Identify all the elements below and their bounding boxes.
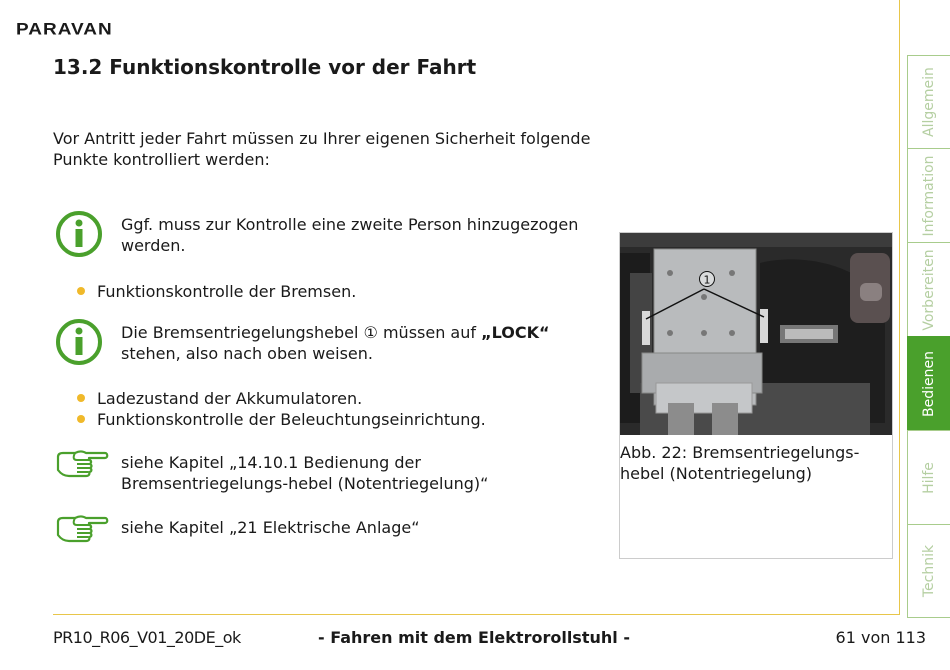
brand-logo: PARAVAN	[16, 21, 113, 39]
bullet-dot	[77, 394, 85, 402]
figure-box	[619, 232, 893, 559]
margin-rule	[899, 0, 900, 614]
reference-brake-release: siehe Kapitel „14.10.1 Bedienung der Bremsentriegelungs-hebel (Notentriegelung)“	[121, 453, 489, 493]
figure-caption: Abb. 22: Bremsentriegelungs-hebel (Notentriegelung)	[620, 443, 860, 483]
list-item: Funktionskontrolle der Bremsen.	[77, 281, 356, 302]
info-icon	[55, 210, 103, 258]
chapter-tabs	[907, 55, 950, 618]
brake-release-photo	[620, 233, 892, 435]
callout-marker: 1	[703, 273, 711, 287]
tab-hilfe[interactable]: Hilfe	[907, 430, 950, 524]
tab-bedienen[interactable]: Bedienen	[907, 336, 950, 430]
tab-allgemein[interactable]: Allgemein	[907, 55, 950, 148]
footer-rule	[53, 614, 900, 615]
note-brake-levers: Die Bremsentriegelungshebel ① müssen auf „LOCK“ stehen, also nach oben weisen.	[121, 323, 550, 363]
page-number: 61 von 113	[835, 628, 926, 647]
tab-vorbereiten[interactable]: Vorbereiten	[907, 242, 950, 336]
tab-information[interactable]: Information	[907, 148, 950, 242]
bullet-dot	[77, 287, 85, 295]
pointing-hand-icon	[55, 513, 109, 543]
info-icon	[55, 318, 103, 366]
document-id: PR10_R06_V01_20DE_ok	[53, 628, 241, 647]
chapter-name: - Fahren mit dem Elektrorollstuhl -	[318, 628, 630, 647]
list-item: Funktionskontrolle der Beleuchtungseinrichtung.	[77, 409, 486, 430]
note-second-person: Ggf. muss zur Kontrolle eine zweite Person hinzugezogen werden.	[121, 215, 579, 255]
pointing-hand-icon	[55, 448, 109, 478]
intro-text: Vor Antritt jeder Fahrt müssen zu Ihrer eigenen Sicherheit folgende Punkte kontrolliert werden:	[53, 129, 591, 169]
bullet-dot	[77, 415, 85, 423]
list-item: Ladezustand der Akkumulatoren.	[77, 388, 362, 409]
tab-technik[interactable]: Technik	[907, 524, 950, 618]
reference-electrical: siehe Kapitel „21 Elektrische Anlage“	[121, 518, 420, 537]
section-title: 13.2 Funktionskontrolle vor der Fahrt	[53, 55, 477, 79]
